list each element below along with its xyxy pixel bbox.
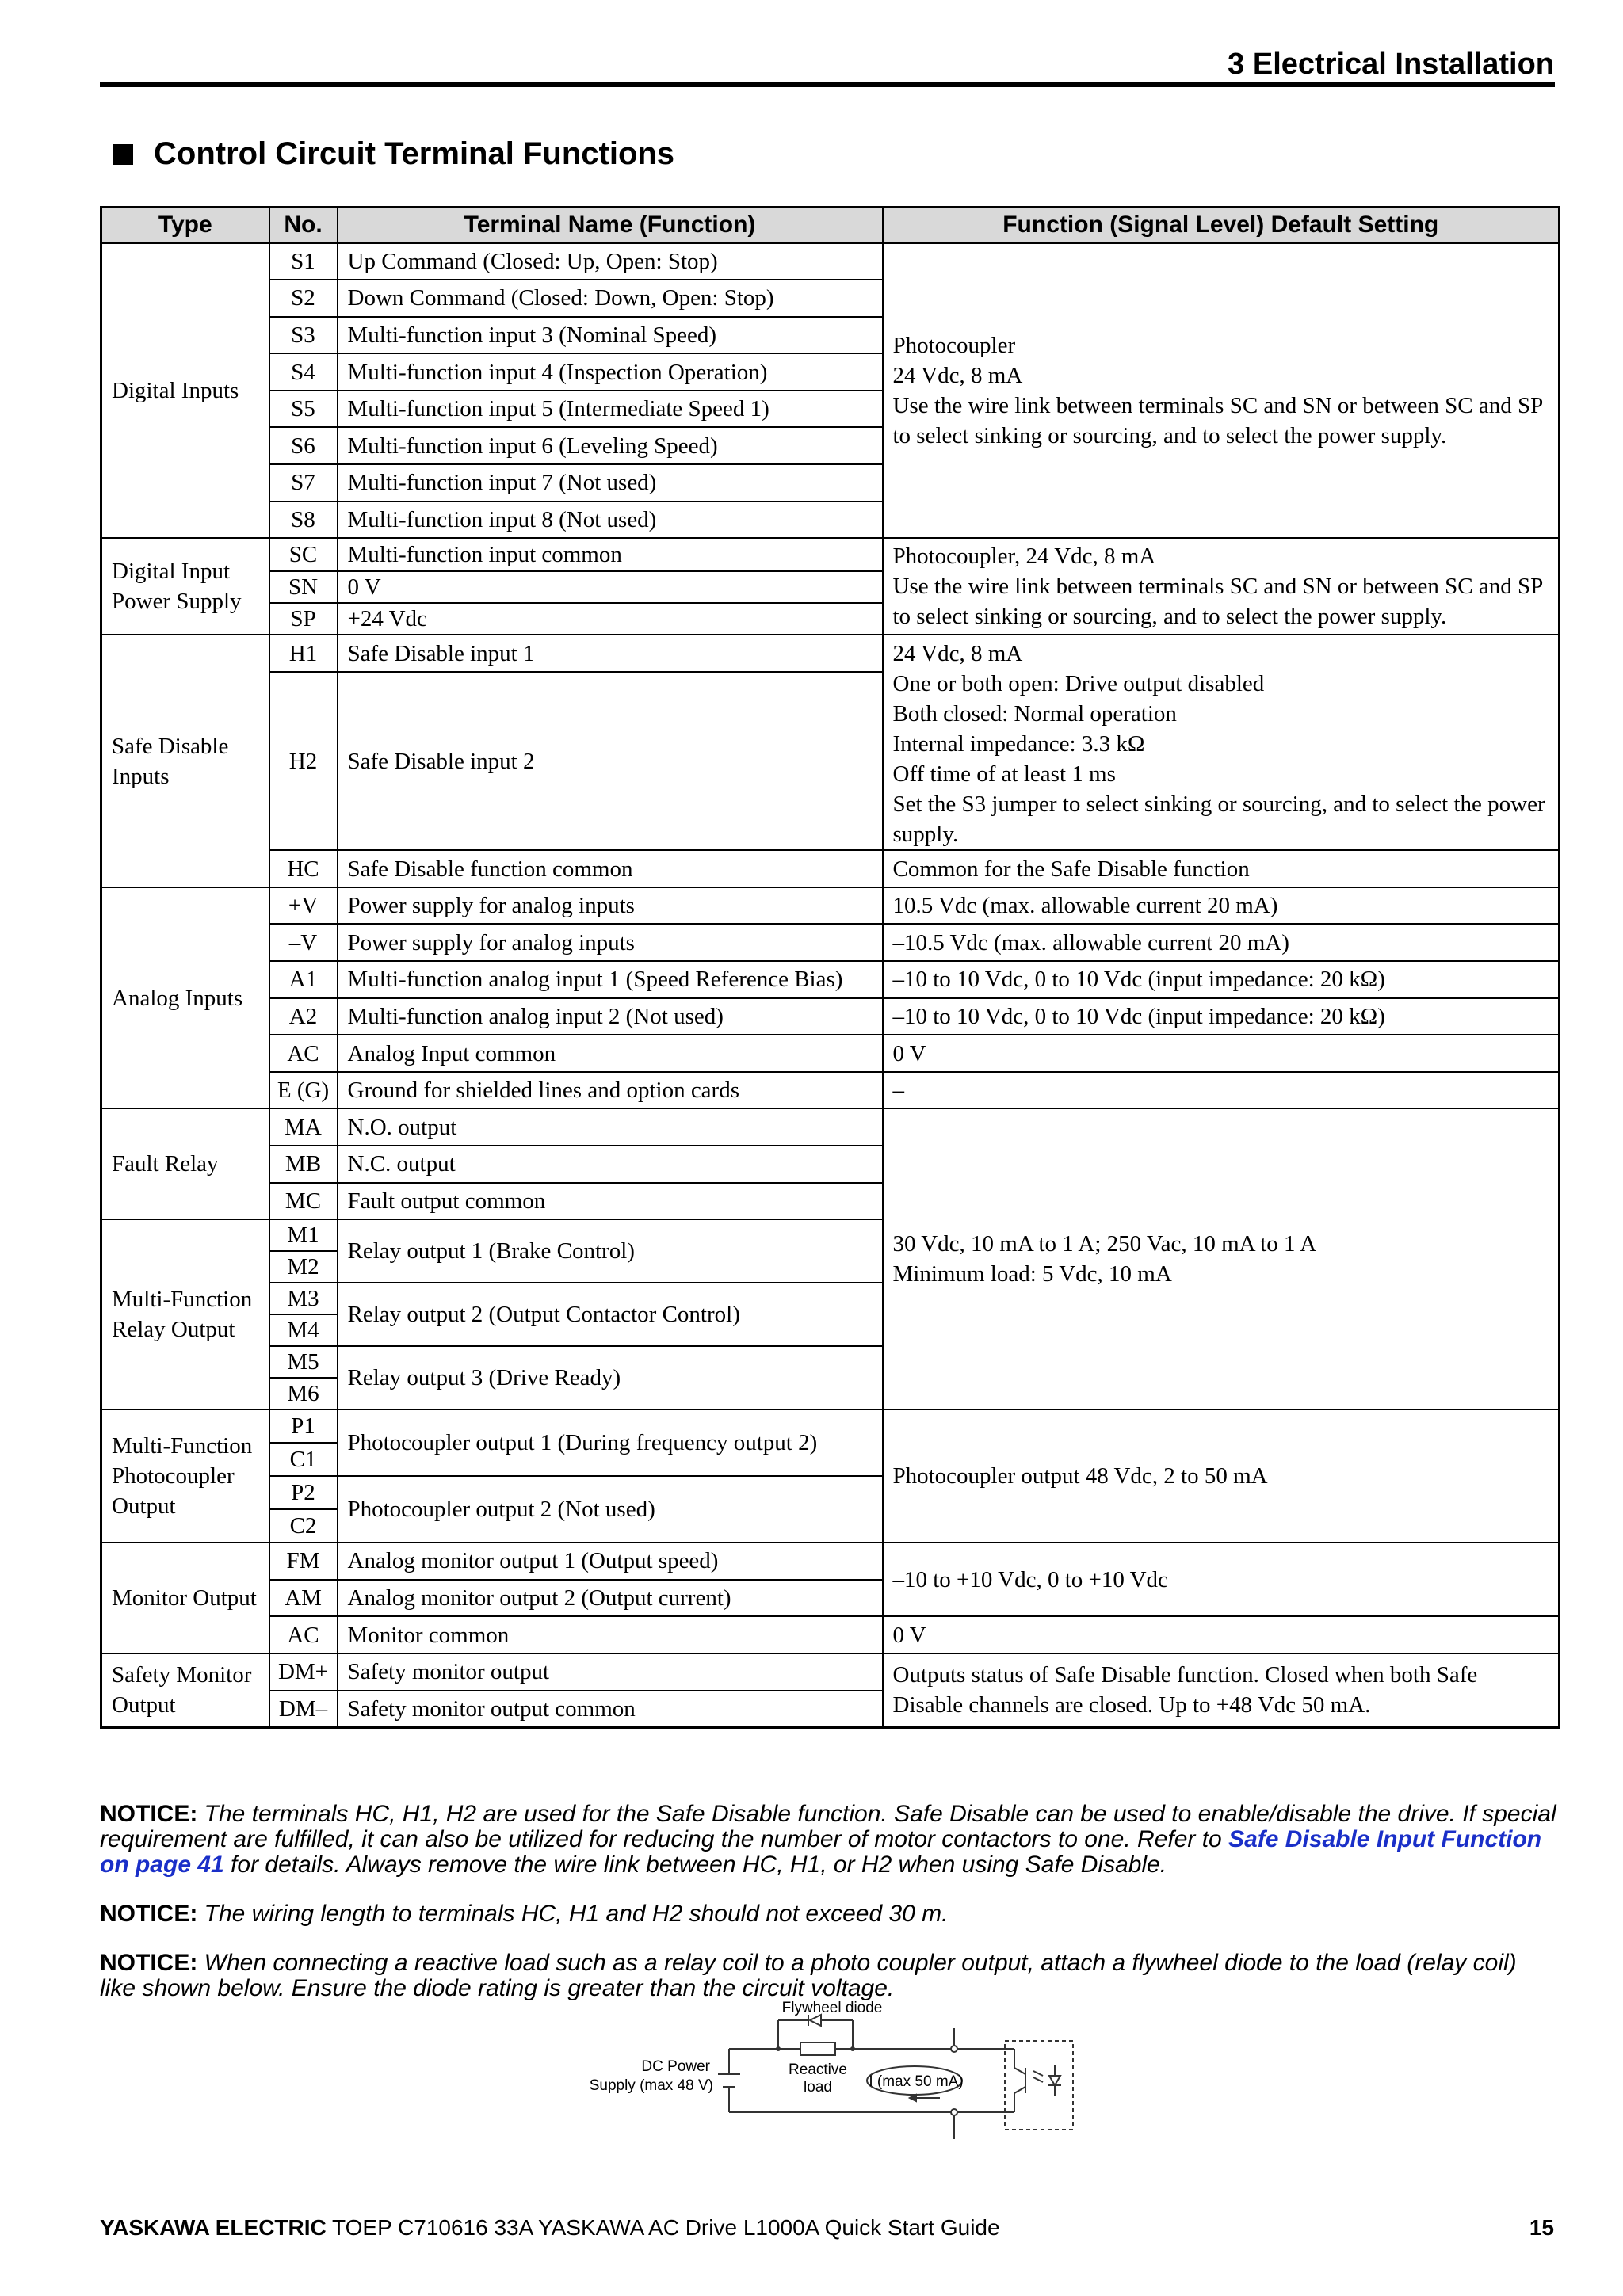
terminal-functions-table <box>100 206 1560 1729</box>
terminal-name: Multi-function input 8 (Not used) <box>338 502 883 539</box>
table-row <box>101 887 1560 925</box>
function-cell: 10.5 Vdc (max. allowable current 20 mA) <box>883 887 1560 925</box>
function-line: Both closed: Normal operation <box>892 701 1177 727</box>
function-line: 30 Vdc, 10 mA to 1 A; 250 Vac, 10 mA to 1 A <box>892 1231 1317 1257</box>
notice-text: When connecting a reactive load such as a relay coil to a photo coupler output, attach a flywheel diode to the load (relay coil) like shown below. Ensure the diode rating is greater than the circuit voltage. <box>100 1950 1517 2001</box>
table-row <box>101 924 1560 961</box>
type-line: Multi-Function <box>112 1433 253 1459</box>
table-row <box>101 1108 1560 1146</box>
function-line: Photocoupler <box>892 333 1016 359</box>
terminal-name: 0 V <box>338 571 883 603</box>
type-line: Photocoupler <box>112 1463 235 1489</box>
notice-text: The terminals HC, H1, H2 are used for the Safe Disable function. Safe Disable can be used to enable/disable the drive. If special requirement are fulfilled, it can also be utilized for reducing the number of motor contactors to one. Refer to <box>100 1801 1556 1852</box>
terminal-name: Safety monitor output <box>338 1653 883 1691</box>
footer-doc-title: TOEP C710616 33A YASKAWA AC Drive L1000A Quick Start Guide <box>326 2215 1000 2240</box>
terminal-name: Down Command (Closed: Down, Open: Stop) <box>338 280 883 317</box>
terminal-no: S1 <box>269 243 338 280</box>
terminal-no: FM <box>269 1543 338 1580</box>
function-cell: –10 to +10 Vdc, 0 to +10 Vdc <box>883 1543 1560 1616</box>
terminal-name: +24 Vdc <box>338 603 883 635</box>
table-row <box>101 1035 1560 1072</box>
terminal-no: H1 <box>269 635 338 672</box>
function-cell <box>883 538 1560 635</box>
terminal-no: SC <box>269 538 338 571</box>
terminal-no: A1 <box>269 961 338 998</box>
terminal-name: Relay output 1 (Brake Control) <box>338 1219 883 1283</box>
function-cell: Outputs status of Safe Disable function. Closed when both Safe Disable channels are closed. Up to +48 Vdc 50 mA. <box>883 1653 1560 1727</box>
table-row <box>101 1543 1560 1580</box>
type-cell <box>101 1409 269 1543</box>
table-row <box>101 998 1560 1035</box>
function-cell: –10.5 Vdc (max. allowable current 20 mA) <box>883 924 1560 961</box>
terminal-no: SP <box>269 603 338 635</box>
terminal-no: M3 <box>269 1283 338 1314</box>
reactive-load-label: Reactive <box>789 2061 847 2078</box>
terminal-name: Monitor common <box>338 1616 883 1653</box>
terminal-name: Ground for shielded lines and option cards <box>338 1072 883 1109</box>
function-line: Use the wire link between terminals SC and SN or between SC and SP to select sinking or sourcing, and to select the power supply. <box>892 393 1543 449</box>
terminal-no: M2 <box>269 1251 338 1283</box>
table-row <box>101 635 1560 672</box>
terminal-name: Multi-function analog input 2 (Not used) <box>338 998 883 1035</box>
terminal-no: P2 <box>269 1476 338 1509</box>
table-row <box>101 850 1560 887</box>
terminal-no: P1 <box>269 1409 338 1443</box>
notice-label: NOTICE: <box>100 1901 198 1927</box>
table-row <box>101 1409 1560 1443</box>
terminal-name: Analog Input common <box>338 1035 883 1072</box>
table-row <box>101 961 1560 998</box>
current-label: I (max 50 mA) <box>869 2073 964 2090</box>
flywheel-diode-circuit-diagram <box>571 1997 1094 2155</box>
terminal-name: Multi-function input 6 (Leveling Speed) <box>338 427 883 464</box>
terminal-name: Relay output 2 (Output Contactor Control) <box>338 1283 883 1346</box>
terminal-name: Multi-function input 7 (Not used) <box>338 464 883 502</box>
terminal-no: –V <box>269 924 338 961</box>
function-cell: Common for the Safe Disable function <box>883 850 1560 887</box>
function-line: Off time of at least 1 ms <box>892 761 1116 788</box>
notice-label: NOTICE: <box>100 1950 198 1976</box>
section-title <box>113 136 674 172</box>
function-line: Internal impedance: 3.3 kΩ <box>892 731 1145 757</box>
terminal-no: M4 <box>269 1314 338 1346</box>
terminal-name: Multi-function input 4 (Inspection Operation) <box>338 353 883 391</box>
terminal-name: N.O. output <box>338 1108 883 1146</box>
function-cell: –10 to 10 Vdc, 0 to 10 Vdc (input impedance: 20 kΩ) <box>883 998 1560 1035</box>
function-cell: – <box>883 1072 1560 1109</box>
type-cell: Analog Inputs <box>101 887 269 1109</box>
terminal-name: Photocoupler output 1 (During frequency output 2) <box>338 1409 883 1476</box>
terminal-name: Multi-function input 3 (Nominal Speed) <box>338 317 883 354</box>
type-cell <box>101 1653 269 1727</box>
function-cell: 0 V <box>883 1616 1560 1653</box>
function-line: Use the wire link between terminals SC and SN or between SC and SP to select sinking or sourcing, and to select the power supply. <box>892 574 1543 630</box>
terminal-name: Photocoupler output 2 (Not used) <box>338 1476 883 1543</box>
bullet-square-icon <box>113 144 133 165</box>
terminal-name: Fault output common <box>338 1183 883 1220</box>
table-row <box>101 1653 1560 1691</box>
terminal-name: Relay output 3 (Drive Ready) <box>338 1346 883 1409</box>
function-cell: 0 V <box>883 1035 1560 1072</box>
type-cell: Digital Inputs <box>101 243 269 539</box>
terminal-no: MB <box>269 1146 338 1183</box>
notice-safe-disable <box>100 1802 1558 1878</box>
section-title-text: Control Circuit Terminal Functions <box>154 136 675 171</box>
terminal-name: Power supply for analog inputs <box>338 924 883 961</box>
header-rule <box>100 82 1555 87</box>
function-cell <box>883 1108 1560 1409</box>
function-line: One or both open: Drive output disabled <box>892 671 1265 697</box>
terminal-no: C2 <box>269 1509 338 1543</box>
terminal-no: MA <box>269 1108 338 1146</box>
terminal-no: H2 <box>269 672 338 850</box>
type-cell: Fault Relay <box>101 1108 269 1219</box>
notice-wiring-length <box>100 1901 1558 1927</box>
terminal-name: Safe Disable input 1 <box>338 635 883 672</box>
terminal-no: M6 <box>269 1378 338 1409</box>
terminal-no: E (G) <box>269 1072 338 1109</box>
terminal-no: S4 <box>269 353 338 391</box>
type-line: Relay Output <box>112 1317 235 1343</box>
type-line: Output <box>112 1493 176 1520</box>
type-cell: Monitor Output <box>101 1543 269 1653</box>
terminal-no: S3 <box>269 317 338 354</box>
table-row <box>101 243 1560 280</box>
terminal-no: DM+ <box>269 1653 338 1691</box>
terminal-name: Multi-function input 5 (Intermediate Speed 1) <box>338 391 883 428</box>
terminal-name: Multi-function input common <box>338 538 883 571</box>
terminal-name: Analog monitor output 2 (Output current) <box>338 1580 883 1617</box>
terminal-name: Safe Disable input 2 <box>338 672 883 850</box>
dc-power-label-2: Supply (max 48 V) <box>589 2077 713 2094</box>
terminal-no: +V <box>269 887 338 925</box>
table-row <box>101 538 1560 571</box>
terminal-no: S6 <box>269 427 338 464</box>
type-cell <box>101 1219 269 1409</box>
terminal-no: C1 <box>269 1443 338 1476</box>
col-header-terminal-name: Terminal Name (Function) <box>338 208 883 243</box>
terminal-no: S7 <box>269 464 338 502</box>
type-line: Power Supply <box>112 589 242 615</box>
terminal-no: S8 <box>269 502 338 539</box>
function-cell <box>883 243 1560 539</box>
terminal-no: AC <box>269 1035 338 1072</box>
terminal-no: S2 <box>269 280 338 317</box>
terminal-no: DM– <box>269 1691 338 1728</box>
terminal-no: MC <box>269 1183 338 1220</box>
type-cell <box>101 635 269 887</box>
terminal-no: M1 <box>269 1219 338 1251</box>
flywheel-diode-label: Flywheel diode <box>781 2000 883 2016</box>
terminal-no: AM <box>269 1580 338 1617</box>
function-line: Photocoupler, 24 Vdc, 8 mA <box>892 543 1156 570</box>
terminal-no: S5 <box>269 391 338 428</box>
function-line: Set the S3 jumper to select sinking or sourcing, and to select the power supply. <box>892 791 1545 848</box>
function-cell: Photocoupler output 48 Vdc, 2 to 50 mA <box>883 1409 1560 1543</box>
terminal-name: N.C. output <box>338 1146 883 1183</box>
notice-reactive-load <box>100 1951 1558 2001</box>
type-line: Inputs <box>112 763 170 789</box>
function-cell <box>883 635 1560 850</box>
terminal-name: Power supply for analog inputs <box>338 887 883 925</box>
type-line: Safe Disable <box>112 733 229 759</box>
col-header-no: No. <box>269 208 338 243</box>
terminal-no: HC <box>269 850 338 887</box>
terminal-name: Safety monitor output common <box>338 1691 883 1728</box>
terminal-name: Analog monitor output 1 (Output speed) <box>338 1543 883 1580</box>
table-row <box>101 1072 1560 1109</box>
notice-label: NOTICE: <box>100 1801 198 1827</box>
function-line: 24 Vdc, 8 mA <box>892 363 1023 389</box>
type-line: Output <box>112 1692 176 1718</box>
table-row <box>101 1616 1560 1653</box>
safe-disable-page-link[interactable]: Safe Disable Input Function on page 41 <box>100 1826 1542 1878</box>
dc-power-label: DC Power <box>641 2058 710 2075</box>
terminal-name: Safe Disable function common <box>338 850 883 887</box>
terminal-name: Multi-function analog input 1 (Speed Reference Bias) <box>338 961 883 998</box>
page-number: 15 <box>1529 2215 1554 2240</box>
reactive-load-label-2: load <box>804 2079 832 2096</box>
type-cell <box>101 538 269 635</box>
terminal-no: M5 <box>269 1346 338 1378</box>
footer <box>100 2215 1000 2241</box>
terminal-no: SN <box>269 571 338 603</box>
footer-brand: YASKAWA ELECTRIC <box>100 2215 327 2240</box>
col-header-function: Function (Signal Level) Default Setting <box>883 208 1560 243</box>
notice-text: The wiring length to terminals HC, H1 and H2 should not exceed 30 m. <box>204 1901 949 1927</box>
terminal-no: AC <box>269 1616 338 1653</box>
terminal-no: A2 <box>269 998 338 1035</box>
function-line: 24 Vdc, 8 mA <box>892 641 1023 667</box>
type-line: Safety Monitor <box>112 1662 252 1688</box>
type-line: Multi-Function <box>112 1287 253 1313</box>
col-header-type: Type <box>101 208 269 243</box>
page-header-title: 3 Electrical Installation <box>1228 48 1554 81</box>
function-line: Minimum load: 5 Vdc, 10 mA <box>892 1261 1172 1287</box>
function-cell: –10 to 10 Vdc, 0 to 10 Vdc (input impedance: 20 kΩ) <box>883 961 1560 998</box>
terminal-name: Up Command (Closed: Up, Open: Stop) <box>338 243 883 280</box>
notice-text: for details. Always remove the wire link between HC, H1, or H2 when using Safe Disable. <box>223 1852 1167 1878</box>
type-line: Digital Input <box>112 559 231 585</box>
